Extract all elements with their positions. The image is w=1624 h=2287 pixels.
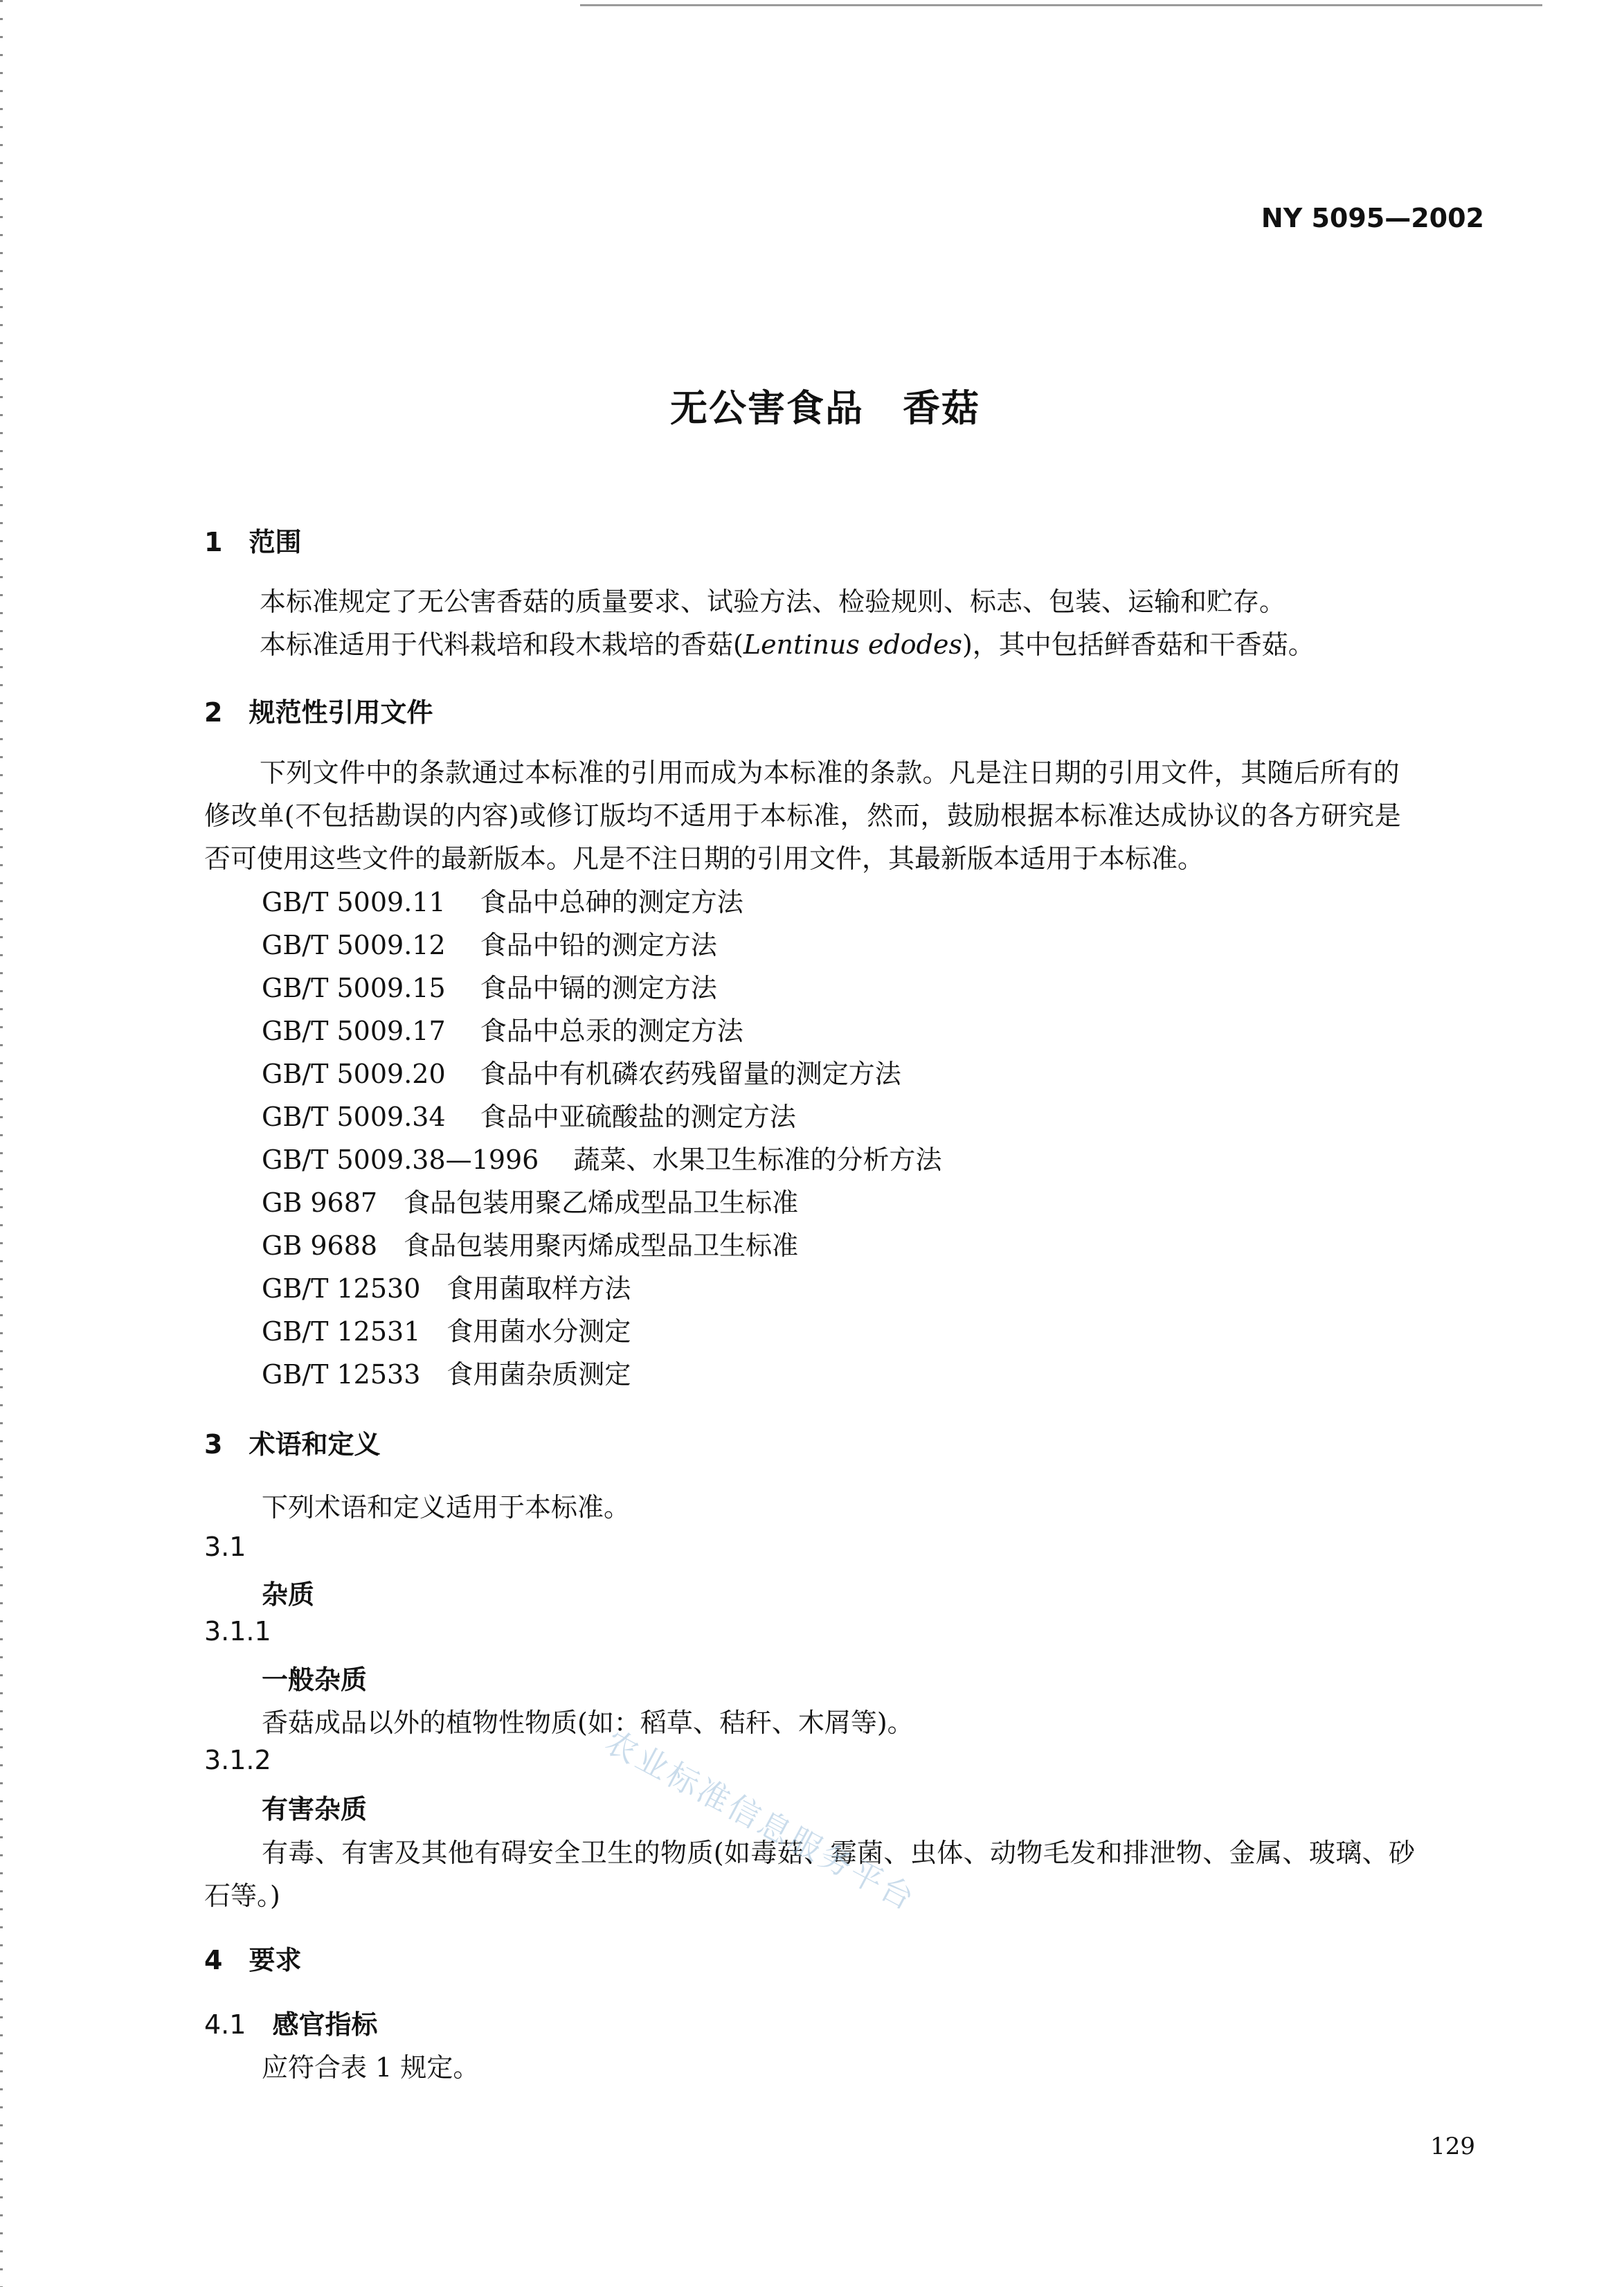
reference-code: GB/T 5009.11 (262, 887, 446, 917)
p2-post: )，其中包括鲜香菇和干香菇。 (962, 629, 1315, 660)
reference-code: GB/T 5009.12 (262, 930, 446, 960)
reference-code: GB/T 5009.17 (262, 1016, 446, 1046)
term-3-1-name: 杂质 (262, 1579, 315, 1610)
scan-edge-marks (0, 0, 3, 2287)
reference-title: 食用菌取样方法 (446, 1273, 631, 1304)
standard-code: NY 5095—2002 (1261, 203, 1484, 233)
term-3-1-1-definition: 香菇成品以外的植物性物质(如：稻草、秸秆、木屑等)。 (262, 1707, 914, 1738)
reference-item (262, 1010, 743, 1048)
section-3-heading: 3 术语和定义 (204, 1429, 381, 1460)
reference-title: 食品包装用聚丙烯成型品卫生标准 (404, 1230, 799, 1261)
reference-item (262, 924, 717, 962)
section-2-intro-line-3: 否可使用这些文件的最新版本。凡是不注日期的引用文件，其最新版本适用于本标准。 (204, 843, 1205, 874)
reference-code: GB 9688 (262, 1230, 378, 1261)
section-2-heading: 2 规范性引用文件 (204, 697, 433, 728)
reference-item (262, 1095, 796, 1133)
reference-code: GB/T 5009.34 (262, 1102, 446, 1132)
reference-title: 食用菌杂质测定 (446, 1359, 631, 1390)
reference-title: 食品中总砷的测定方法 (480, 887, 743, 917)
reference-title: 蔬菜、水果卫生标准的分析方法 (573, 1145, 942, 1175)
reference-code: GB/T 5009.15 (262, 973, 446, 1003)
reference-title: 食品中总汞的测定方法 (480, 1016, 743, 1046)
subsection-4-1-text: 应符合表 1 规定。 (262, 2052, 480, 2083)
top-rule (580, 4, 1542, 6)
term-3-1-2-name: 有害杂质 (262, 1794, 368, 1824)
page-number: 129 (1430, 2133, 1475, 2160)
p2-pre: 本标准适用于代料栽培和段木栽培的香菇( (260, 629, 743, 660)
watermark-text: 农业标准信息服务平台 (599, 1722, 923, 1919)
section-1-paragraph-1: 本标准规定了无公害香菇的质量要求、试验方法、检验规则、标志、包装、运输和贮存。 (260, 586, 1286, 617)
section-1-paragraph-2 (260, 623, 1315, 661)
reference-title: 食用菌水分测定 (446, 1316, 631, 1347)
reference-item (262, 1224, 798, 1262)
section-3-intro: 下列术语和定义适用于本标准。 (262, 1492, 631, 1523)
reference-title: 食品中有机磷农药残留量的测定方法 (480, 1059, 901, 1089)
term-3-1-2-definition-line-1: 有毒、有害及其他有碍安全卫生的物质(如毒菇、霉菌、虫体、动物毛发和排泄物、金属、玻璃、砂 (262, 1838, 1416, 1868)
reference-title: 食品中铅的测定方法 (480, 930, 717, 960)
section-2-intro-line-1: 下列文件中的条款通过本标准的引用而成为本标准的条款。凡是注日期的引用文件，其随后所有的 (260, 757, 1400, 788)
reference-code: GB/T 12533 (262, 1359, 421, 1390)
latin-name: Lentinus edodes (743, 629, 962, 660)
reference-code: GB/T 12530 (262, 1273, 421, 1304)
reference-item (262, 1181, 798, 1219)
reference-item (262, 1267, 631, 1305)
reference-code: GB/T 5009.38—1996 (262, 1145, 539, 1175)
reference-item (262, 1353, 631, 1391)
section-2-intro-line-2: 修改单(不包括勘误的内容)或修订版均不适用于本标准，然而，鼓励根据本标准达成协议的各方研究是 (204, 800, 1402, 831)
page-title: 无公害食品 香菇 (670, 386, 980, 430)
reference-code: GB 9687 (262, 1187, 378, 1218)
subsection-4-1-title: 感官指标 (272, 2009, 378, 2040)
reference-title: 食品包装用聚乙烯成型品卫生标准 (404, 1187, 799, 1218)
reference-item (262, 1052, 901, 1091)
section-4-heading: 4 要求 (204, 1945, 302, 1975)
term-3-1-2-definition-line-2: 石等。) (204, 1881, 280, 1911)
term-3-1-1-number: 3.1.1 (204, 1616, 271, 1647)
reference-code: GB/T 5009.20 (262, 1059, 446, 1089)
reference-item (262, 1310, 631, 1348)
reference-item (262, 967, 717, 1005)
reference-title: 食品中镉的测定方法 (480, 973, 717, 1003)
section-1-heading: 1 范围 (204, 527, 302, 557)
term-3-1-1-name: 一般杂质 (262, 1665, 368, 1695)
term-3-1-number: 3.1 (204, 1532, 246, 1562)
subsection-4-1-heading (204, 2003, 377, 2041)
reference-title: 食品中亚硫酸盐的测定方法 (480, 1102, 796, 1132)
reference-code: GB/T 12531 (262, 1316, 421, 1347)
reference-item (262, 881, 743, 919)
subsection-4-1-number: 4.1 (204, 2009, 246, 2040)
reference-item (262, 1138, 941, 1176)
term-3-1-2-number: 3.1.2 (204, 1745, 271, 1775)
